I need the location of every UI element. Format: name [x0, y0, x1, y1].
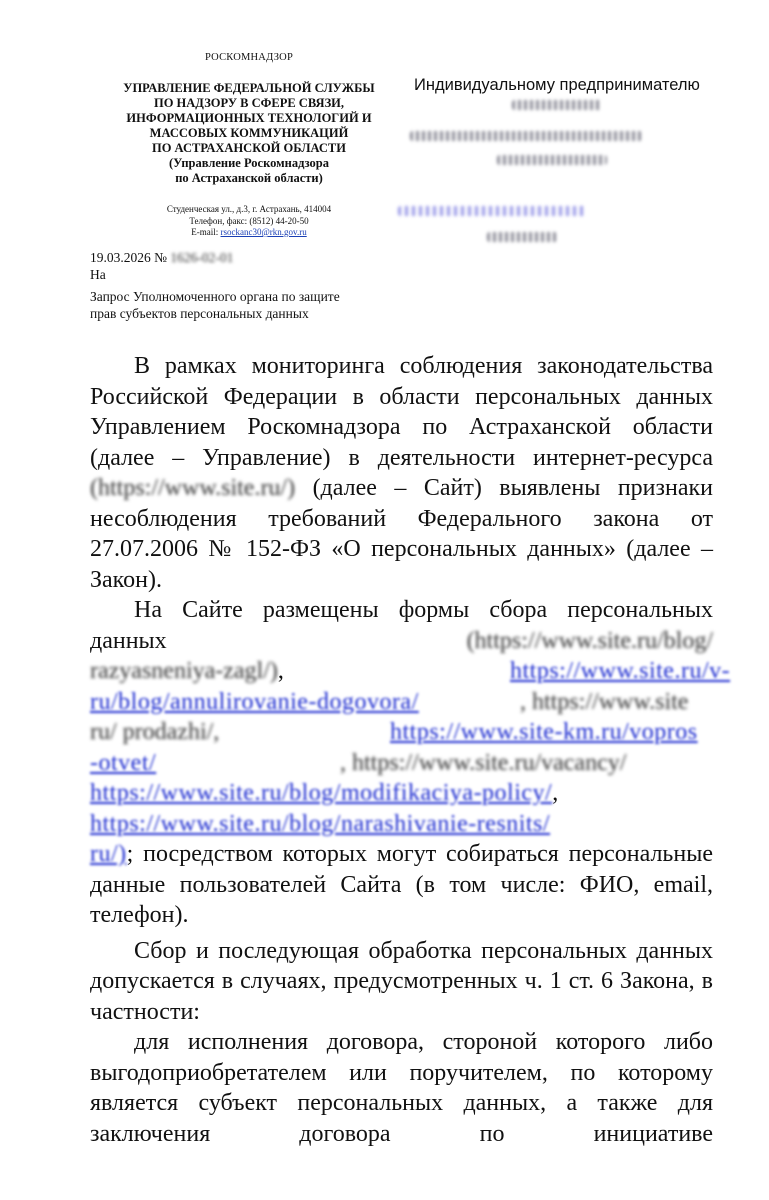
redacted-url-line: https://www.site.ru/blog/modifikaciya-policy/, — [90, 780, 559, 806]
org-line: (Управление Роскомнадзора — [169, 156, 329, 170]
redacted-url: (https://www.site.ru/blog/ — [466, 627, 713, 654]
redacted-url-line: ru/ prodazhi/, https://www.site-km.ru/vopros — [90, 719, 698, 745]
subject-line-1: Запрос Уполномоченного органа по защите — [90, 289, 340, 304]
addressee-title: Индивидуальному предпринимателю — [414, 76, 700, 94]
paragraph-1-text: В рамках мониторинга соблюдения законодательства Российской Федерации в области персональных данных Управлением Роскомнадзора по Астраханской области (далее – Управление) в деятельности интернет-ресурса — [90, 353, 713, 471]
redacted-addressee-line — [487, 232, 557, 242]
addressee-block — [414, 74, 714, 96]
org-line: МАССОВЫХ КОММУНИКАЦИЙ — [149, 126, 349, 140]
reference-block — [90, 249, 340, 322]
agency-name: РОСКОМНАДЗОР — [204, 52, 293, 63]
email-line — [90, 227, 408, 239]
redacted-url-line: razyasneniya-zagl/), https://www.site.ru/v- — [90, 658, 731, 684]
paragraph-1-cont: (далее – Сайт) выявлены признаки несоблюдения требований Федерального закона от 27.07.2006 № 152-ФЗ «О персональных данных» (далее – Закон). — [90, 475, 714, 593]
org-line: по Астраханской области) — [175, 171, 323, 185]
redacted-addressee-address — [410, 131, 642, 141]
redacted-url: ru/) — [90, 841, 127, 867]
organization-name — [90, 81, 408, 186]
in-reply-to: На — [90, 267, 106, 282]
redacted-addressee-email — [398, 206, 586, 216]
redacted-url-line: -otvet/ , https://www.site.ru/vacancy/ — [90, 749, 627, 776]
redacted-url-line: ru/blog/annulirovanie-dogovora/ , https://www.site — [90, 688, 689, 715]
letterhead — [90, 52, 408, 239]
email-label: E-mail: — [191, 227, 221, 237]
phone: Телефон, факс: (8512) 44-20-50 — [189, 215, 309, 226]
date-number-text: 19.03.2026 № — [90, 250, 168, 265]
redacted-addressee-name — [512, 100, 602, 110]
org-line: УПРАВЛЕНИЕ ФЕДЕРАЛЬНОЙ СЛУЖБЫ — [123, 81, 375, 95]
paragraph-2-end-text: посредством которых могут собираться персональные данные пользователей Сайта (в том числе: ФИО, email, телефон). — [90, 841, 714, 928]
date-number — [90, 249, 340, 266]
org-line: ПО АСТРАХАНСКОЙ ОБЛАСТИ — [151, 141, 346, 155]
paragraph-2-end: ru/); посредством которых могут собираться персональные данные пользователей Сайта (в том числе: ФИО, email, телефон). — [90, 841, 714, 928]
redacted-number: 1626-02-01 — [170, 250, 234, 265]
redacted-addressee-address — [497, 155, 607, 165]
paragraph-2 — [90, 595, 713, 656]
address: Студенческая ул., д.3, г. Астрахань, 414004 — [166, 204, 332, 214]
paragraph-4: для исполнения договора, стороной которого либо выгодоприобретателем или поручителем, по которому является субъект персональных данных, а также для заключения договора по инициативе — [90, 1029, 713, 1147]
contact-block — [90, 204, 408, 239]
email-link[interactable]: rsockanc30@rkn.gov.ru — [220, 227, 307, 237]
redacted-url-line: https://www.site.ru/blog/narashivanie-resnits/ — [90, 810, 551, 837]
paragraph-3: Сбор и последующая обработка персональных данных допускается в случаях, предусмотренных ч. 1 ст. 6 Закона, в частности: — [90, 937, 713, 1025]
org-line: ИНФОРМАЦИОННЫХ ТЕХНОЛОГИЙ И — [126, 111, 372, 125]
letter-body — [90, 351, 731, 1149]
org-line: ПО НАДЗОРУ В СФЕРЕ СВЯЗИ, — [153, 96, 345, 110]
paragraph-1 — [90, 351, 713, 595]
subject-line-2: прав субъектов персональных данных — [90, 306, 309, 321]
redacted-site-url: (https://www.site.ru/) — [90, 475, 296, 501]
paragraph-2-start: На Сайте размещены формы сбора персональных данных — [90, 597, 713, 654]
